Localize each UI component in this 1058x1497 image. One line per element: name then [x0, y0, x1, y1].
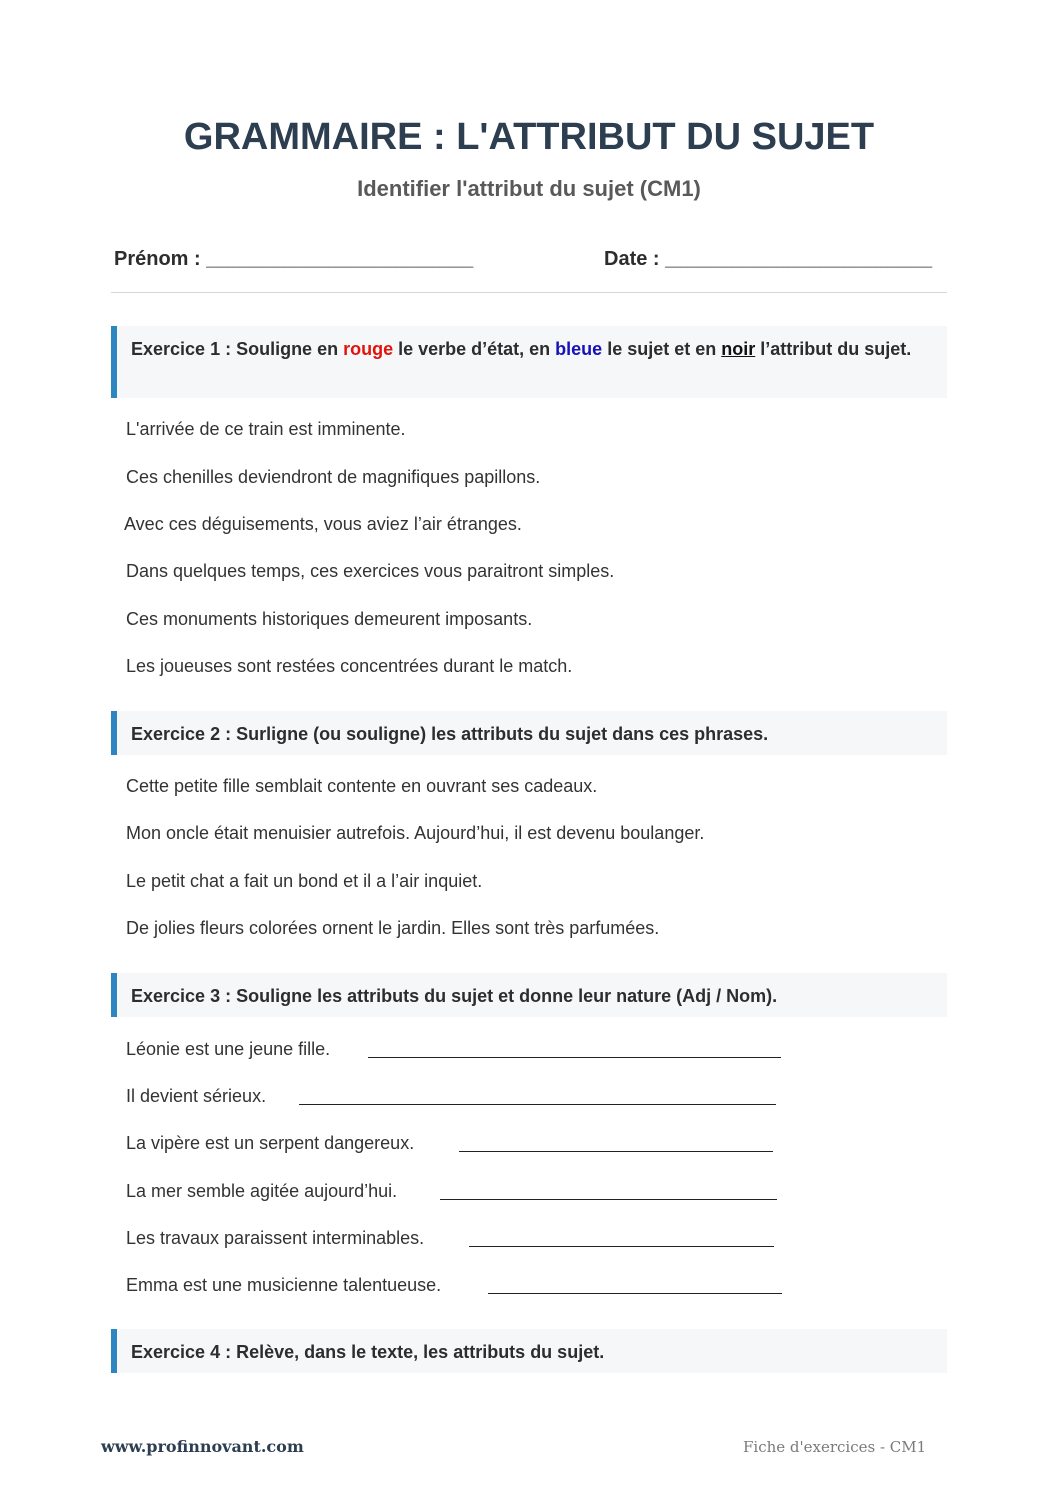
exercise-1-sentence: Avec ces déguisements, vous aviez l’air étranges.	[124, 514, 522, 534]
answer-line[interactable]	[469, 1246, 774, 1247]
footer-label: Fiche d'exercices - CM1	[743, 1438, 927, 1456]
exercise-3-sentence: Emma est une musicienne talentueuse.	[126, 1275, 442, 1295]
exercise-1-mid1: le verbe d’état, en	[393, 339, 556, 359]
answer-line[interactable]	[488, 1293, 782, 1294]
exercise-3-header: Exercice 3 : Souligne les attributs du sujet et donne leur nature (Adj / Nom).	[111, 973, 947, 1017]
exercise-2-sentence: Cette petite fille semblait contente en ouvrant ses cadeaux.	[126, 776, 598, 796]
exercise-1-sentence: Ces monuments historiques demeurent imposants.	[126, 609, 533, 629]
exercise-1-blue-word: bleue	[555, 339, 603, 359]
exercise-3-sentence: La vipère est un serpent dangereux.	[126, 1133, 415, 1153]
exercise-1-prefix: Exercice 1 : Souligne en	[131, 339, 344, 359]
footer-website: www.profinnovant.com	[101, 1437, 304, 1456]
exercise-1-suffix: l’attribut du sujet.	[755, 339, 912, 359]
answer-line[interactable]	[368, 1057, 781, 1058]
exercise-3-sentence: Les travaux paraissent interminables.	[126, 1228, 425, 1248]
answer-line[interactable]	[299, 1104, 776, 1105]
exercise-1-sentence: Les joueuses sont restées concentrées durant le match.	[126, 656, 573, 676]
answer-line[interactable]	[440, 1199, 777, 1200]
exercise-1-sentence: Dans quelques temps, ces exercices vous paraitront simples.	[126, 561, 615, 581]
exercise-1-header	[111, 326, 947, 398]
name-field-label: Prénom : ________________________	[114, 248, 474, 270]
page-subtitle: Identifier l'attribut du sujet (CM1)	[357, 176, 701, 201]
exercise-1-red-word: rouge	[343, 339, 394, 359]
exercise-3-sentence: La mer semble agitée aujourd’hui.	[126, 1181, 398, 1201]
exercise-1-black-word: noir	[721, 339, 756, 359]
page-title: GRAMMAIRE : L'ATTRIBUT DU SUJET	[183, 116, 875, 158]
exercise-2-sentence: De jolies fleurs colorées ornent le jardin. Elles sont très parfumées.	[126, 918, 660, 938]
exercise-2-sentence: Le petit chat a fait un bond et il a l’air inquiet.	[126, 871, 483, 891]
header-divider	[111, 292, 947, 293]
exercise-3-sentence: Il devient sérieux.	[126, 1086, 267, 1106]
exercise-3-sentence: Léonie est une jeune fille.	[126, 1039, 331, 1059]
exercise-1-sentence: L'arrivée de ce train est imminente.	[126, 419, 406, 439]
exercise-1-mid2: le sujet et en	[602, 339, 722, 359]
exercise-4-header: Exercice 4 : Relève, dans le texte, les attributs du sujet.	[111, 1329, 947, 1373]
date-field-label: Date : ________________________	[604, 248, 933, 270]
answer-line[interactable]	[459, 1151, 773, 1152]
exercise-2-header: Exercice 2 : Surligne (ou souligne) les attributs du sujet dans ces phrases.	[111, 711, 947, 755]
exercise-2-sentence: Mon oncle était menuisier autrefois. Aujourd’hui, il est devenu boulanger.	[126, 823, 705, 843]
exercise-1-sentence: Ces chenilles deviendront de magnifiques papillons.	[126, 467, 541, 487]
